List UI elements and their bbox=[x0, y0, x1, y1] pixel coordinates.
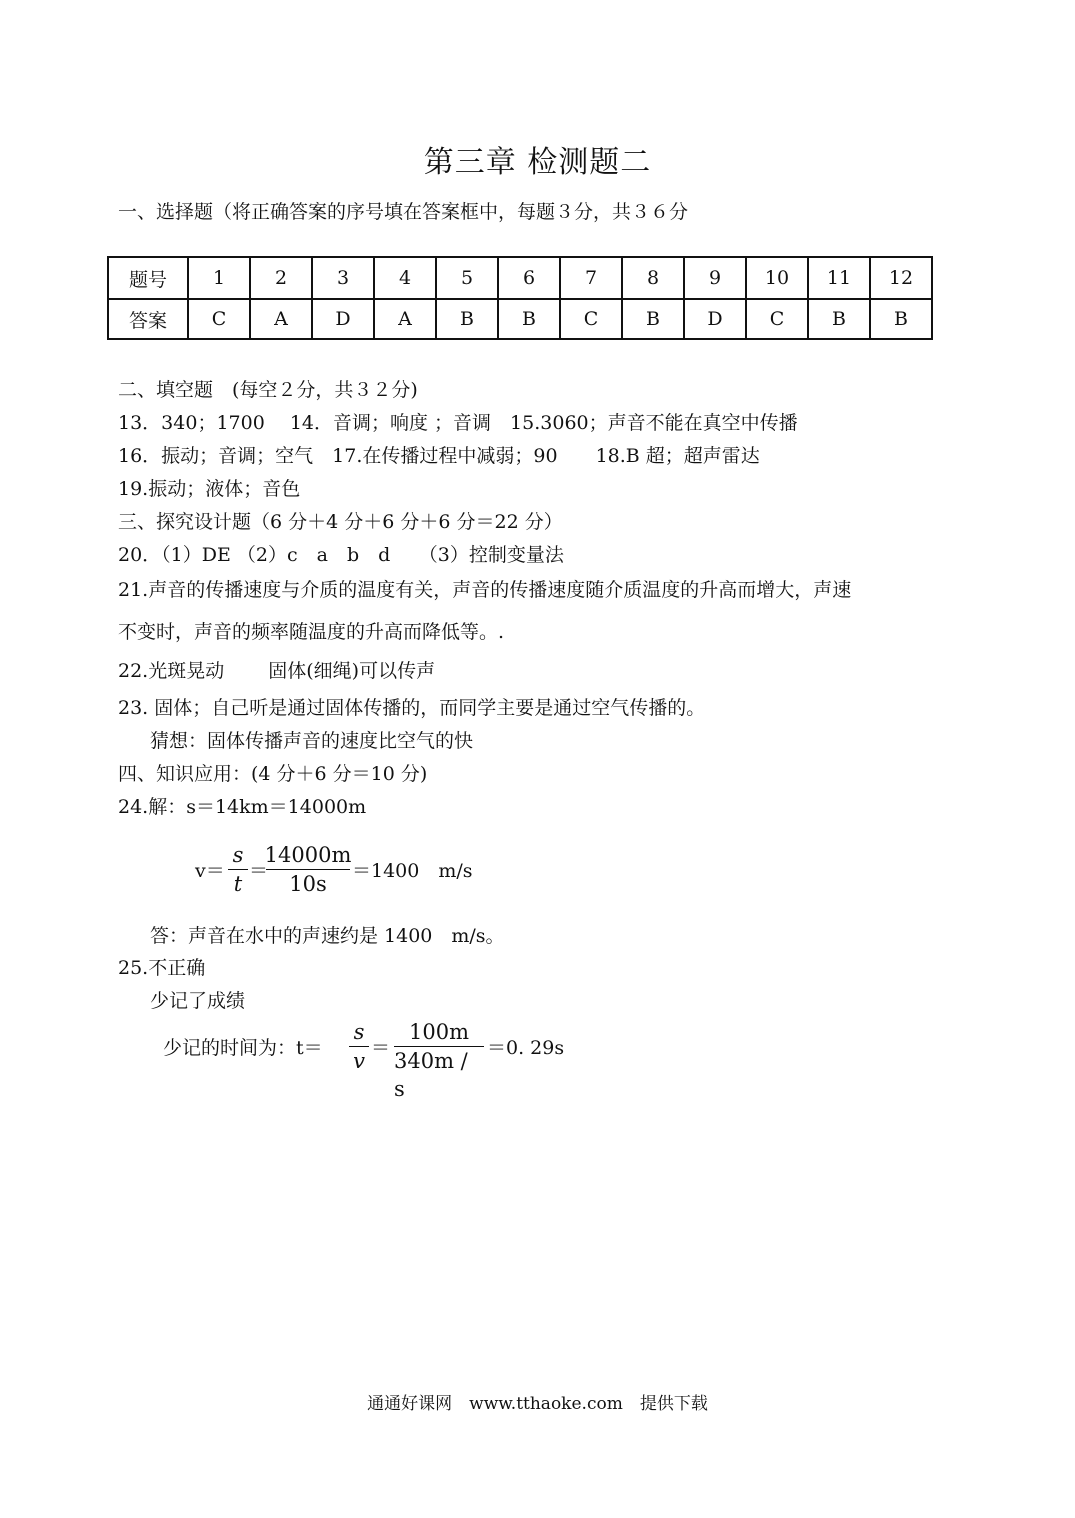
formula-24-f2-num: 14000m bbox=[264, 843, 352, 867]
answer-21-line1: 21.声音的传播速度与介质的温度有关，声音的传播速度随介质温度的升高而增大，声速 bbox=[118, 579, 852, 601]
formula-24-f1-den: t bbox=[233, 872, 243, 896]
formula-25-f2-num: 100m bbox=[409, 1020, 469, 1044]
table-cell: 3 bbox=[312, 257, 374, 299]
table-cell: 7 bbox=[560, 257, 622, 299]
answer-21-line2: 不变时，声音的频率随温度的升高而降低等。. bbox=[118, 621, 505, 643]
answer-23-line1: 23. 固体；自己听是通过固体传播的，而同学主要是通过空气传播的。 bbox=[118, 697, 706, 719]
answer-24-given: 24.解：s＝14km＝14000m bbox=[118, 796, 367, 818]
table-cell: B bbox=[498, 299, 560, 339]
answer-table bbox=[107, 256, 933, 340]
answer-23-line2: 猜想：固体传播声音的速度比空气的快 bbox=[150, 730, 474, 752]
fill-line-13-15: 13．340；1700 14．音调；响度 ；音调 15.3060；声音不能在真空中传播 bbox=[118, 412, 798, 434]
table-cell: B bbox=[436, 299, 498, 339]
table-cell: B bbox=[870, 299, 932, 339]
table-cell: A bbox=[374, 299, 436, 339]
page-title: 第三章 检测题二 bbox=[423, 145, 652, 180]
formula-24-eq: ＝ bbox=[249, 860, 269, 882]
table-cell: 5 bbox=[436, 257, 498, 299]
table-cell: 12 bbox=[870, 257, 932, 299]
formula-24-fraction-2 bbox=[266, 841, 350, 898]
fill-line-19: 19.振动；液体；音色 bbox=[118, 478, 301, 500]
row-label-number: 题号 bbox=[108, 257, 188, 299]
fill-line-16-18: 16．振动；音调；空气 17.在传播过程中减弱；90 18.B 超；超声雷达 bbox=[118, 445, 760, 467]
formula-25-result: ＝0. 29s bbox=[487, 1037, 565, 1059]
answer-20: 20．（1）DE （2）c a b d （3）控制变量法 bbox=[118, 544, 564, 566]
formula-25-f2-den: 340m / s bbox=[394, 1049, 468, 1101]
formula-25-f1-num: s bbox=[353, 1020, 365, 1044]
table-cell: C bbox=[746, 299, 808, 339]
section3-heading: 三、探究设计题（6 分＋4 分＋6 分＋6 分＝22 分） bbox=[118, 511, 563, 533]
formula-24-lhs: v＝ bbox=[195, 860, 225, 882]
table-cell: 6 bbox=[498, 257, 560, 299]
table-cell: 8 bbox=[622, 257, 684, 299]
answer-25-line1: 25.不正确 bbox=[118, 957, 206, 979]
table-cell: 11 bbox=[808, 257, 870, 299]
table-cell: 1 bbox=[188, 257, 250, 299]
table-cell: D bbox=[312, 299, 374, 339]
formula-24-fraction-1 bbox=[228, 841, 248, 898]
formula-25-f1-den: v bbox=[353, 1049, 365, 1073]
formula-25-fraction-1 bbox=[349, 1018, 369, 1075]
formula-24-f2-den: 10s bbox=[289, 872, 327, 896]
row-label-answer: 答案 bbox=[108, 299, 188, 339]
formula-24-f1-num: s bbox=[232, 843, 244, 867]
answer-24-conclusion: 答：声音在水中的声速约是 1400 m/s。 bbox=[150, 925, 505, 947]
section1-heading: 一、选择题（将正确答案的序号填在答案框中，每题３分，共３６分 bbox=[118, 201, 689, 223]
formula-24-result: ＝1400 m/s bbox=[352, 860, 473, 882]
formula-25-eq: ＝ bbox=[371, 1037, 391, 1059]
table-cell: 9 bbox=[684, 257, 746, 299]
table-cell: C bbox=[560, 299, 622, 339]
section2-heading: 二、填空题 (每空２分，共３２分) bbox=[118, 379, 418, 401]
table-cell: 10 bbox=[746, 257, 808, 299]
table-cell: D bbox=[684, 299, 746, 339]
footer-credit: 通通好课网 www.tthaoke.com 提供下载 bbox=[367, 1394, 708, 1414]
table-cell: 4 bbox=[374, 257, 436, 299]
formula-25-lhs: 少记的时间为：t＝ bbox=[163, 1037, 323, 1059]
table-row-answers bbox=[108, 299, 932, 339]
table-cell: C bbox=[188, 299, 250, 339]
section4-heading: 四、知识应用：(4 分＋6 分＝10 分) bbox=[118, 763, 428, 785]
table-row-numbers bbox=[108, 257, 932, 299]
table-cell: B bbox=[622, 299, 684, 339]
formula-25-fraction-2 bbox=[394, 1018, 484, 1103]
table-cell: A bbox=[250, 299, 312, 339]
answer-25-line2: 少记了成绩 bbox=[150, 990, 246, 1012]
answer-22: 22.光斑晃动 固体(细绳)可以传声 bbox=[118, 660, 436, 682]
table-cell: 2 bbox=[250, 257, 312, 299]
table-cell: B bbox=[808, 299, 870, 339]
